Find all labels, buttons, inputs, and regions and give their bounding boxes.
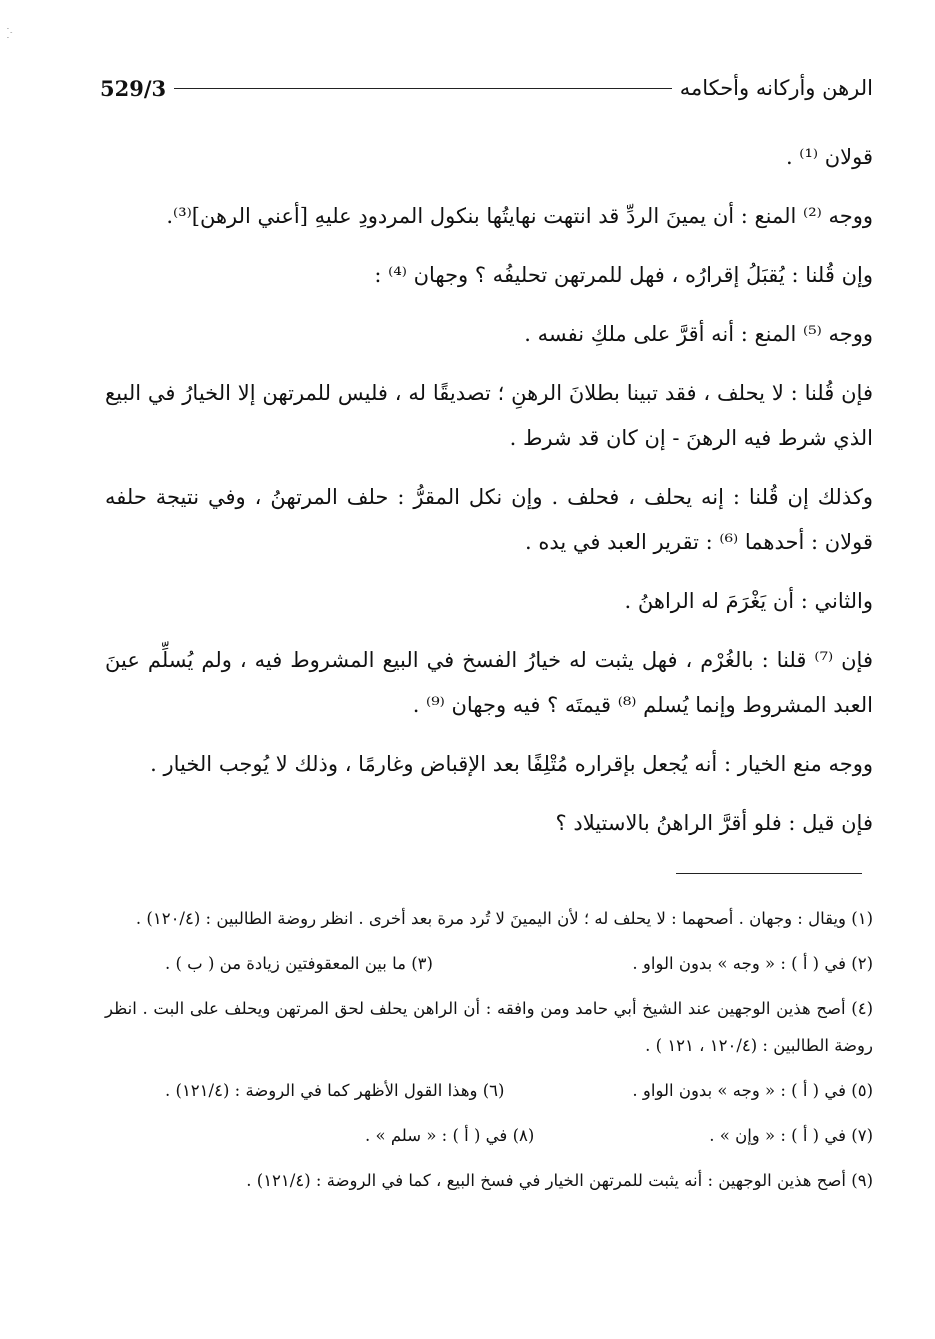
paragraph-10: فإن قيل : فلو أقرَّ الراهنُ بالاستيلاد ؟ [555,811,873,835]
footnote-8: (٨) في ( أ ) : « سلم » . [365,1126,535,1145]
paragraph-5: فإن قُلنا : لا يحلف ، فقد تبينا بطلانَ الرهنِ ؛ تصديقًا له ، فليس للمرتهن إلا الخيارُ في البيع الذي شرط فيه الرهنَ - إن كان قد شرط . [105,381,873,450]
running-header [100,70,873,106]
paragraph-3: وإن قُلنا : يُقبَلُ إقرارُه ، فهل للمرتهن تحليفُه ؟ وجهان ⁽⁴⁾ : [374,263,873,287]
footnote-5: (٥) في ( أ ) : « وجه » بدون الواو . [632,1081,873,1100]
footnote-2: (٢) في ( أ ) : « وجه » بدون الواو . [632,954,873,973]
paragraph-8: فإن ⁽⁷⁾ قلنا : بالغُرْم ، فهل يثبت له خيارُ الفسخ في البيع المشروط فيه ، ولم يُسلِّم عينَ العبد المشروط وإنما يُسلم ⁽⁸⁾ قيمتَه ؟ فيه وجهان ⁽⁹⁾ . [105,648,873,717]
footnote-9: (٩) أصح هذين الوجهين : أنه يثبت للمرتهن الخيار في فسخ البيع ، كما في الروضة : (١٢١/٤) . [246,1171,873,1190]
header-rule [174,88,672,89]
running-title: الرهن وأركانه وأحكامه [679,76,873,100]
footnote-1: (١) ويقال : وجهان . أصحهما : لا يحلف له ؛ لأن اليمينَ لا تُرد مرة بعد أخرى . انظر روضة الطالبين : (١٢٠/٤) . [135,909,873,928]
paragraph-7: والثاني : أن يَغْرَمَ له الراهنُ . [624,589,873,613]
corner-mark: ⴾ [6,26,13,42]
page-number: 529/3 [100,75,167,101]
footnote-row-5-6 [105,1072,873,1109]
footnote-3: (٣) ما بين المعقوفتين زيادة من ( ب ) . [165,954,433,973]
footnote-row-7-8 [105,1117,873,1154]
footnote-6: (٦) وهذا القول الأظهر كما في الروضة : (١٢١/٤) . [165,1081,505,1100]
footnote-4: (٤) أصح هذين الوجهين عند الشيخ أبي حامد ومن وافقه : أن الراهن يحلف لحق المرتهن ويحلف على البت . انظر روضة الطالبين : (١٢٠/٤ ، ١٢١ ) . [105,999,873,1055]
paragraph-9: ووجه منع الخيار : أنه يُجعل بإقراره مُتْلِفًا بعد الإقباض وغارمًا ، وذلك لا يُوجب الخيار . [150,752,873,776]
footnotes [105,900,873,1207]
footnote-row-2-3 [105,945,873,982]
paragraph-2: ووجه ⁽²⁾ المنع : أن يمينَ الردِّ قد انتهت نهايتُها بنكول المردودِ عليهِ [أعني الرهن]⁽³⁾. [166,204,873,228]
paragraph-1: قولان ⁽¹⁾ . [785,145,873,169]
footnote-separator [676,873,862,874]
paragraph-6: وكذلك إن قُلنا : إنه يحلف ، فحلف . وإن نكل المقرُّ : حلف المرتهنُ ، وفي نتيجة حلفه قولان : أحدهما ⁽⁶⁾ : تقرير العبد في يده . [105,485,873,554]
footnote-7: (٧) في ( أ ) : « وإن » . [709,1126,873,1145]
main-text [105,135,873,860]
paragraph-4: ووجه ⁽⁵⁾ المنع : أنه أقرَّ على ملكِ نفسه . [524,322,873,346]
